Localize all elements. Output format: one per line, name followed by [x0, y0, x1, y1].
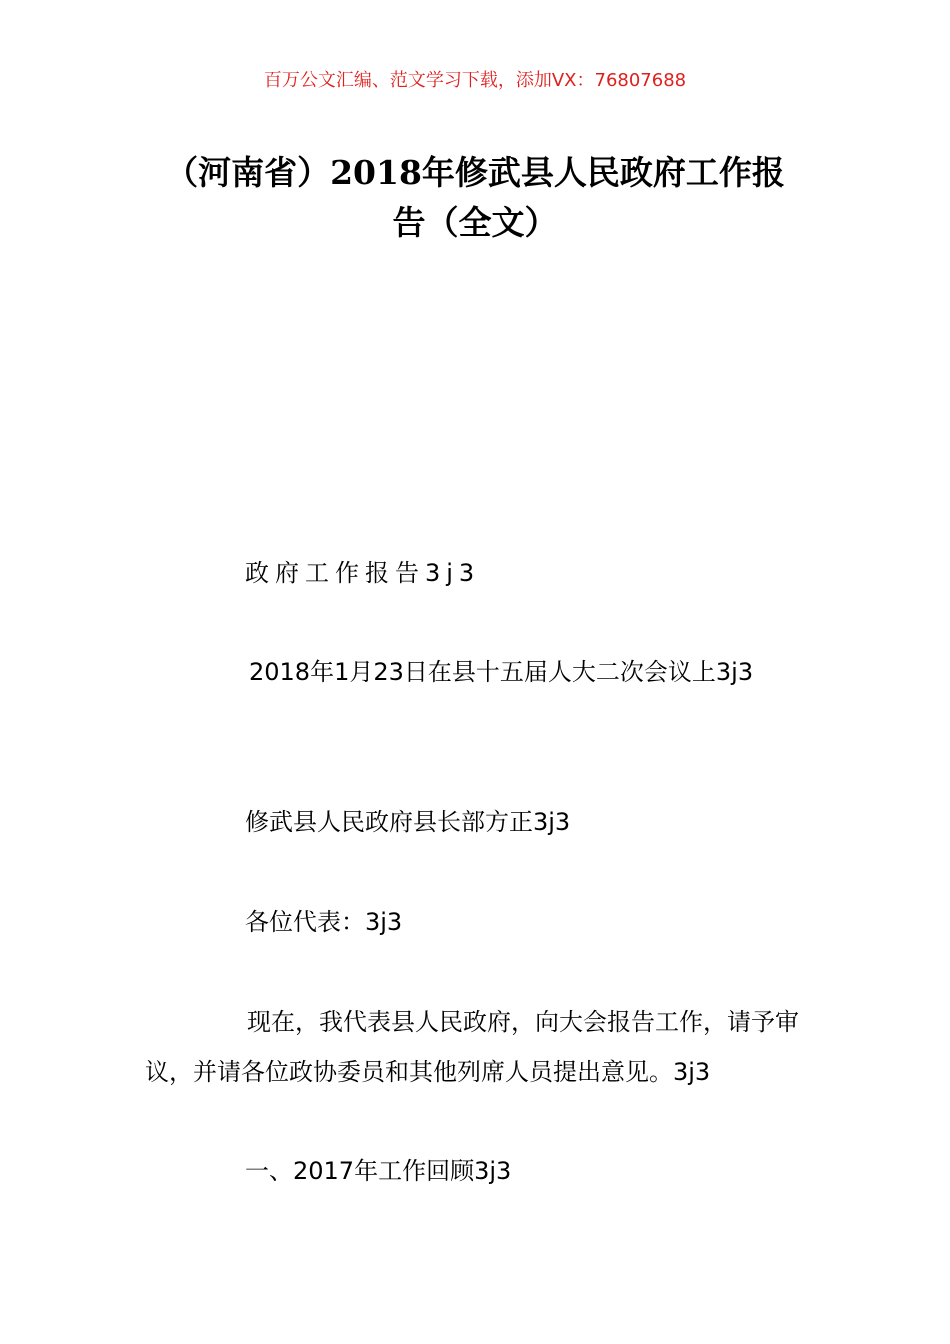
title-line-1: （河南省）2018年修武县人民政府工作报: [165, 153, 785, 192]
opening-paragraph: 现在，我代表县人民政府，向大会报告工作，请予审议，并请各位政协委员和其他列席人员提出意见。3j3: [145, 1008, 799, 1086]
report-heading: 政府工作报告3j3: [245, 559, 481, 587]
title-line-2: 告（全文）: [392, 203, 558, 242]
salutation: 各位代表：3j3: [245, 908, 403, 936]
speaker-line: 修武县人民政府县长部方正3j3: [245, 808, 571, 836]
meeting-date-line: 2018年1月23日在县十五届人大二次会议上3j3: [249, 658, 754, 686]
document-title: [140, 148, 810, 248]
watermark-banner: 百万公文汇编、范文学习下载，添加VX：76807688: [263, 70, 687, 91]
section-heading: 一、2017年工作回顾3j3: [245, 1157, 512, 1185]
